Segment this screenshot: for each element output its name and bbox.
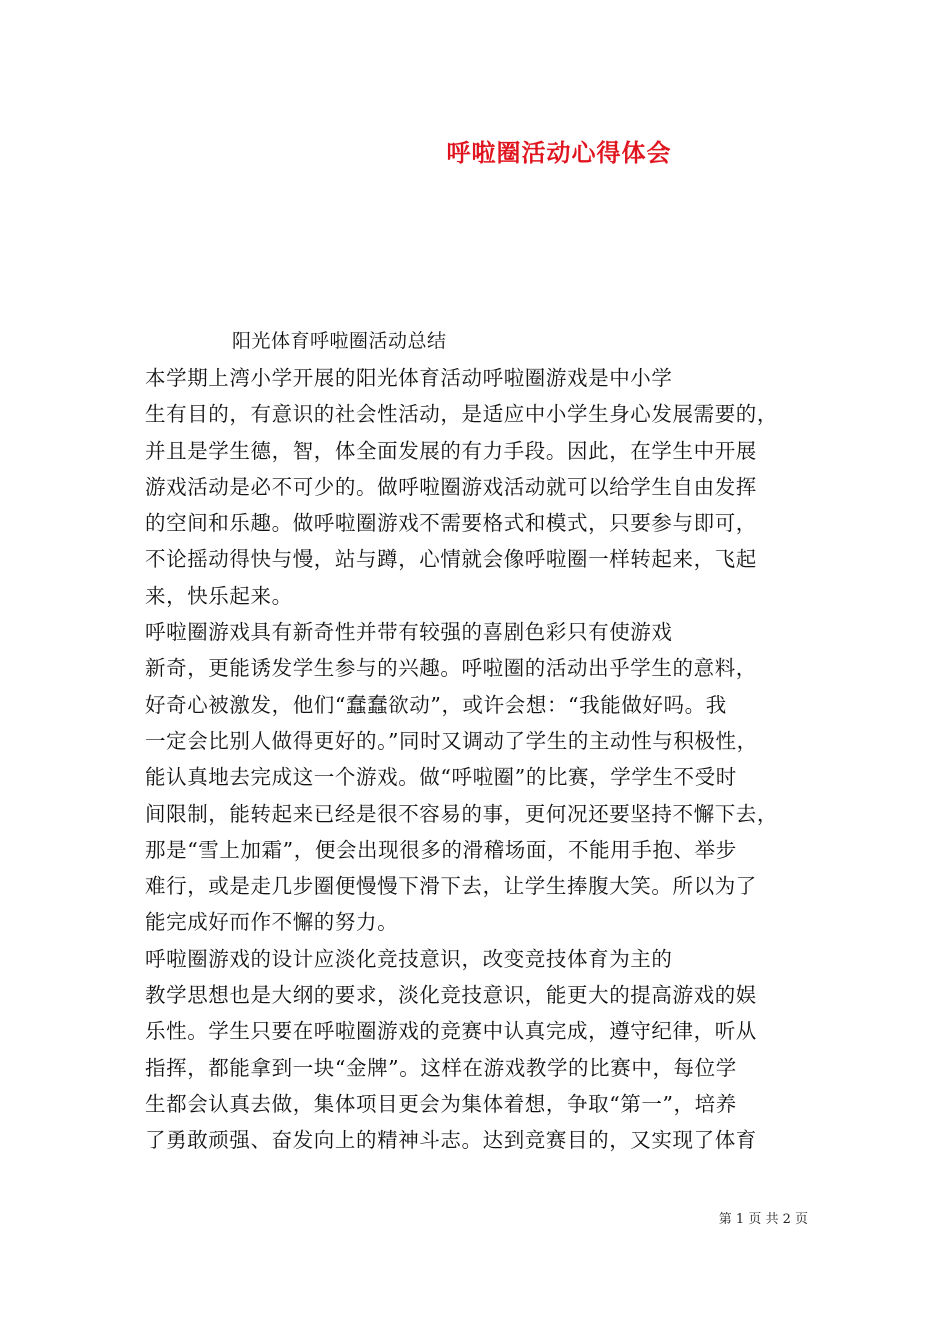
paragraph-line: 乐性。学生只要在呼啦圈游戏的竞赛中认真完成，遵守纪律，听从 — [145, 1019, 757, 1044]
paragraph-line: 一定会比别人做得更好的。”同时又调动了学生的主动性与积极性， — [145, 728, 758, 753]
paragraph-1 — [145, 360, 813, 614]
document-body — [145, 360, 813, 1159]
paragraph-line: 不论摇动得快与慢，站与蹲，心情就会像呼啦圈一样转起来，飞起 — [145, 547, 757, 572]
paragraph-line: 新奇，更能诱发学生参与的兴趣。呼啦圈的活动出乎学生的意料， — [145, 656, 757, 681]
paragraph-line: 游戏活动是必不可少的。做呼啦圈游戏活动就可以给学生自由发挥 — [145, 474, 757, 499]
paragraph-line: 能认真地去完成这一个游戏。做“呼啦圈”的比赛，学学生不受时 — [145, 765, 737, 790]
paragraph-line: 本学期上湾小学开展的阳光体育活动呼啦圈游戏是中小学 — [145, 366, 673, 390]
document-subtitle: 阳光体育呼啦圈活动总结 — [232, 330, 447, 352]
paragraph-line: 教学思想也是大纲的要求，淡化竞技意识，能更大的提高游戏的娱 — [145, 983, 757, 1008]
page-number-footer: 第 1 页 共 2 页 — [718, 1212, 808, 1227]
paragraph-line: 呼啦圈游戏的设计应淡化竞技意识，改变竞技体育为主的 — [145, 946, 673, 971]
paragraph-line: 来，快乐起来。 — [145, 583, 293, 608]
paragraph-line: 生有目的，有意识的社会性活动，是适应中小学生身心发展需要的， — [145, 402, 778, 427]
paragraph-line: 好奇心被激发，他们“蠢蠢欲动”，或许会想：“我能做好吗。我 — [145, 692, 727, 717]
paragraph-line: 能完成好而作不懈的努力。 — [145, 910, 399, 935]
paragraph-line: 间限制，能转起来已经是很不容易的事，更何况还要坚持不懈下去， — [145, 801, 778, 826]
paragraph-line: 呼啦圈游戏具有新奇性并带有较强的喜剧色彩只有使游戏 — [145, 620, 673, 645]
paragraph-line: 了勇敢顽强、奋发向上的精神斗志。达到竞赛目的，又实现了体育 — [145, 1128, 757, 1153]
paragraph-line: 生都会认真去做，集体项目更会为集体着想，争取“第一”，培养 — [145, 1091, 737, 1116]
paragraph-2 — [145, 614, 813, 941]
paragraph-line: 并且是学生德，智，体全面发展的有力手段。因此，在学生中开展 — [145, 438, 757, 463]
paragraph-line: 的空间和乐趣。做呼啦圈游戏不需要格式和模式，只要参与即可， — [145, 511, 757, 536]
document-title: 呼啦圈活动心得体会 — [446, 138, 672, 167]
paragraph-3 — [145, 941, 813, 1159]
paragraph-line: 指挥，都能拿到一块“金牌”。这样在游戏教学的比赛中，每位学 — [145, 1055, 737, 1080]
paragraph-line: 那是“雪上加霜”，便会出现很多的滑稽场面，不能用手抱、举步 — [145, 837, 737, 862]
paragraph-line: 难行，或是走几步圈便慢慢下滑下去，让学生捧腹大笑。所以为了 — [145, 874, 757, 899]
